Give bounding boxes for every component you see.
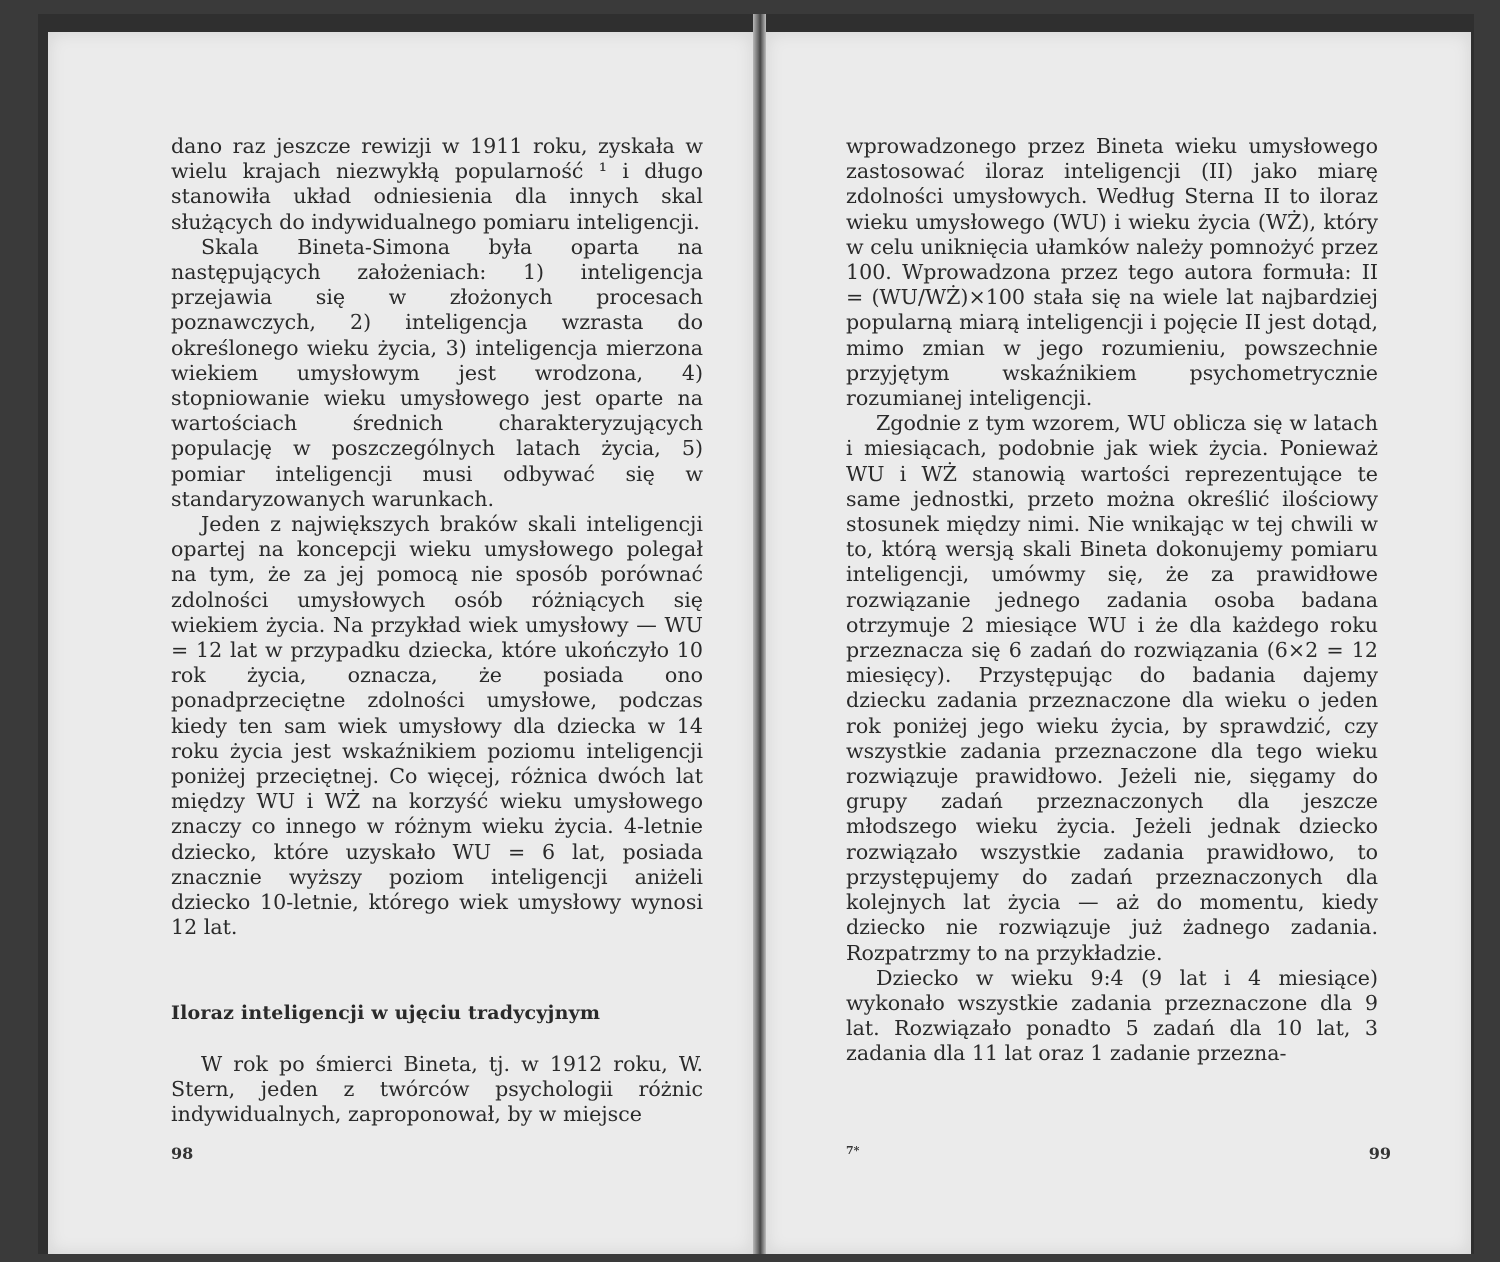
right-page xyxy=(766,32,1471,1254)
paragraph: Jeden z największych braków skali inteligencji opartej na koncepcji wieku umysłowego polegał na tym, że za jej pomocą nie sposób porównać zdolności umysłowych osób różniących się wiekiem życia. Na przykład wiek umysłowy — WU = 12 lat w przypadku dziecka, które ukończyło 10 rok życia, oznacza, że posiada ono ponadprzeciętne zdolności umysłowe, podczas kiedy ten sam wiek umysłowy dla dziecka w 14 roku życia jest wskaźnikiem poziomu inteligencji poniżej przeciętnej. Co więcej, różnica dwóch lat między WU i WŻ na korzyść wieku umysłowego znaczy co innego w różnym wieku życia. 4-letnie dziecko, które uzyskało WU = 6 lat, posiada znacznie wyższy poziom inteligencji aniżeli dziecko 10-letnie, którego wiek umysłowy wynosi 12 lat. xyxy=(171,512,703,940)
book-gutter xyxy=(753,14,766,1254)
page-number: 99 xyxy=(1368,1144,1391,1163)
paragraph: W rok po śmierci Bineta, tj. w 1912 roku, W. Stern, jeden z twórców psychologii różnic indywidualnych, zaproponował, by w miejsce xyxy=(171,1052,703,1127)
book-spread xyxy=(38,14,1474,1254)
paragraph: wprowadzonego przez Bineta wieku umysłowego zastosować iloraz inteligencji (II) jako miarę zdolności umysłowych. Według Sterna II to iloraz wieku umysłowego (WU) i wieku życia (WŻ), który w celu uniknięcia ułamków należy pomnożyć przez 100. Wprowadzona przez tego autora formuła: II = (WU/WŻ)×100 stała się na wiele lat najbardziej popularną miarą inteligencji i pojęcie II jest dotąd, mimo zmian w jego rozumieniu, powszechnie przyjętym wskaźnikiem psychometrycznie rozumianej inteligencji. xyxy=(846,134,1378,411)
section-text xyxy=(171,1052,703,1128)
signature-mark: 7* xyxy=(846,1144,860,1157)
paragraph: Dziecko w wieku 9:4 (9 lat i 4 miesiące) wykonało wszystkie zadania przeznaczone dla 9 lat. Rozwiązało ponadto 5 zadań dla 10 lat, 3 zadania dla 11 lat oraz 1 zadanie przezna- xyxy=(846,965,1378,1066)
right-text-column xyxy=(846,134,1378,1067)
paragraph: dano raz jeszcze rewizji w 1911 roku, zyskała w wielu krajach niezwykłą popularność ¹ i długo stanowiła układ odniesienia dla innych skal służących do indywidualnego pomiaru inteligencji. xyxy=(171,134,703,234)
left-page xyxy=(48,32,753,1254)
page-number: 98 xyxy=(171,1144,194,1163)
paragraph: Skala Bineta-Simona była oparta na następujących założeniach: 1) inteligencja przejawia się w złożonych procesach poznawczych, 2) inteligencja wzrasta do określonego wieku życia, 3) inteligencja mierzona wiekiem umysłowym jest wrodzona, 4) stopniowanie wieku umysłowego jest oparte na wartościach średnich charakteryzujących populację w poszczególnych latach życia, 5) pomiar inteligencji musi odbywać się w standaryzowanych warunkach. xyxy=(171,234,703,511)
section-heading: Iloraz inteligencji w ujęciu tradycyjnym xyxy=(171,1002,601,1024)
paragraph: Zgodnie z tym wzorem, WU oblicza się w latach i miesiącach, podobnie jak wiek życia. Ponieważ WU i WŻ stanowią wartości reprezentujące te same jednostki, przeto można określić ilościowy stosunek między nimi. Nie wnikając w tej chwili w to, którą wersją skali Bineta dokonujemy pomiaru inteligencji, umówmy się, że za prawidłowe rozwiązanie jednego zadania osoba badana otrzymuje 2 miesiące WU i że dla każdego roku przeznacza się 6 zadań do rozwiązania (6×2 = 12 miesięcy). Przystępując do badania dajemy dziecku zadania przeznaczone dla wieku o jeden rok poniżej jego wieku życia, by sprawdzić, czy wszystkie zadania przeznaczone dla tego wieku rozwiązuje prawidłowo. Jeżeli nie, sięgamy do grupy zadań przeznaczonych dla jeszcze młodszego wieku życia. Jeżeli jednak dziecko rozwiązało wszystkie zadania prawidłowo, to przystępujemy do zadań przeznaczonych dla kolejnych lat życia — aż do momentu, kiedy dziecko nie rozwiązuje już żadnego zadania. Rozpatrzmy to na przykładzie. xyxy=(846,411,1378,965)
left-text-column xyxy=(171,134,703,941)
